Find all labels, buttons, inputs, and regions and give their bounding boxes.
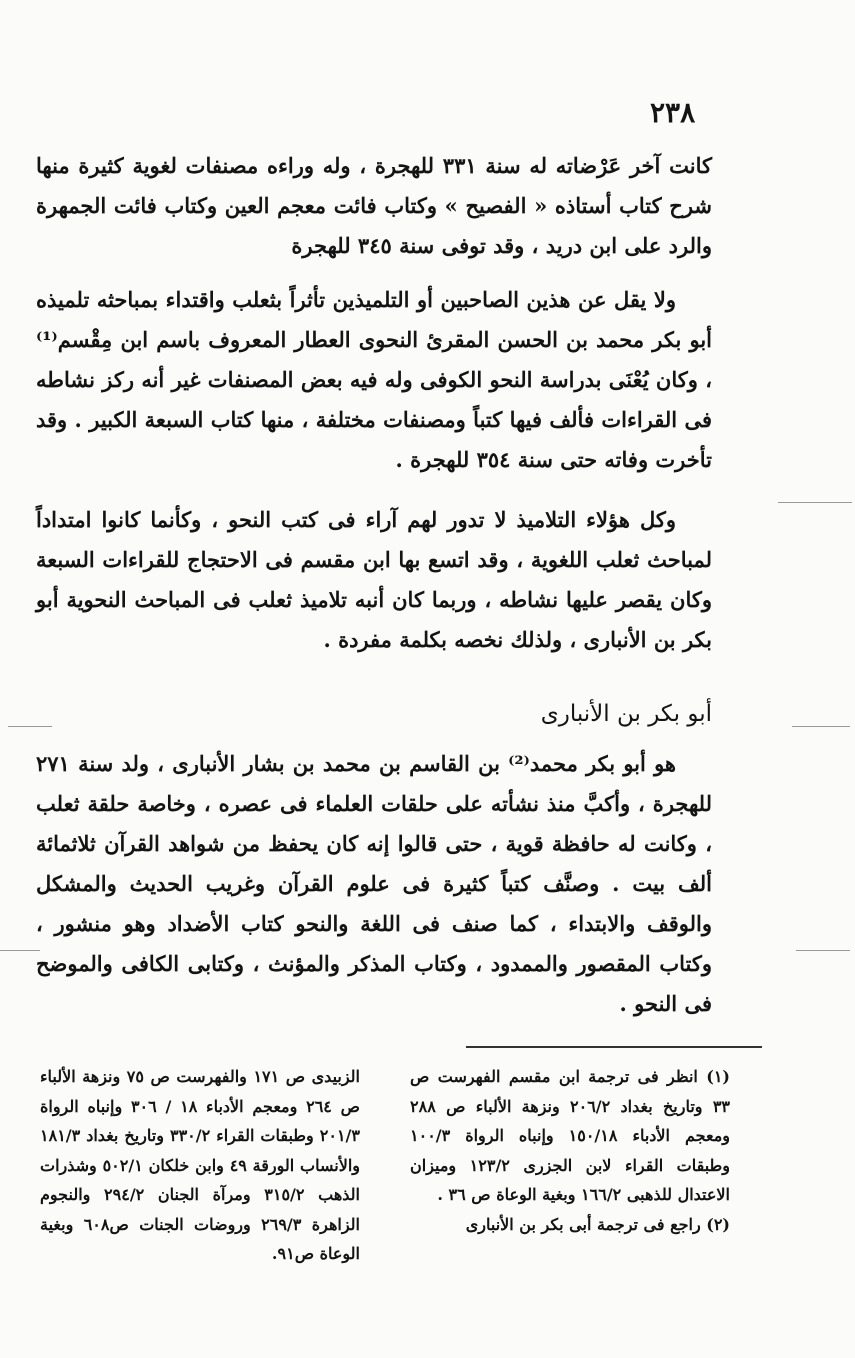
footnote-1: (١) انظر فى ترجمة ابن مقسم الفهرست ص ٣٣ وتاريخ بغداد ٢٠٦/٢ ونزهة الألباء ص ٢٨٨ ومعجم الأدباء ١٥٠/١٨ وإنباه الرواة ١٠٠/٣ وطبقات القراء لابن الجزرى ١٢٣/٢ وميزان الاعتدال للذهبى ١٦٦/٢ وبغية الوعاة ص ٣٦ .	[410, 1067, 730, 1204]
footnote-separator	[466, 1046, 762, 1048]
margin-mark	[0, 950, 40, 951]
paragraph-3: وكل هؤلاء التلاميذ لا تدور لهم آراء فى كتب النحو ، وكأنما كانوا امتداداً لمباحث ثعلب اللغوية ، وقد اتسع بها ابن مقسم فى الاحتجاج للقراءات السبعة وكان يقصر عليها نشاطه ، وربما كان أنبه تلاميذ ثعلب فى المباحث النحوية أبو بكر بن الأنبارى ، ولذلك نخصه بكلمة مفردة .	[36, 507, 712, 652]
margin-mark	[778, 502, 852, 503]
footnotes	[40, 1062, 730, 1302]
paragraph-4: هو أبو بكر محمد⁽²⁾ بن القاسم بن محمد بن بشار الأنبارى ، ولد سنة ٢٧١ للهجرة ، وأكبَّ منذ نشأته على حلقات العلماء فى عصره ، وخاصة حلقة ثعلب ، وكانت له حافظة قوية ، حتى قالوا إنه كان يحفظ من شواهد القرآن ثلاثمائة ألف بيت . وصنَّف كتباً كثيرة فى علوم القرآن وغريب الحديث والمشكل والوقف والابتداء ، كما صنف فى اللغة والنحو كتاب الأضداد وهو منشور ، وكتاب المقصور والممدود ، وكتاب المذكر والمؤنث ، وكتابى الكافى والموضح فى النحو .	[36, 751, 712, 1016]
footnotes-left-column	[40, 1062, 360, 1269]
main-text	[36, 140, 712, 1024]
margin-mark	[796, 950, 850, 951]
footnotes-right-column	[410, 1062, 730, 1239]
paragraph-2: ولا يقل عن هذين الصاحبين أو التلميذين تأثراً بثعلب واقتداء بمباحثه تلميذه أبو بكر محمد بن الحسن المقرئ النحوى العطار المعروف باسم ابن مِقْسم⁽¹⁾ ، وكان يُعْنَى بدراسة النحو الكوفى وله فيه بعض المصنفات غير أنه ركز نشاطه فى القراءات فألف فيها كتباً ومصنفات مختلفة ، منها كتاب السبعة الكبير . وقد تأخرت وفاته حتى سنة ٣٥٤ للهجرة .	[36, 287, 712, 472]
paragraph-1: كانت آخر عَرْضاته له سنة ٣٣١ للهجرة ، وله وراءه مصنفات لغوية كثيرة منها شرح كتاب أستاذه « الفصيح » وكتاب فائت معجم العين وكتاب فائت الجمهرة والرد على ابن دريد ، وقد توفى سنة ٣٤٥ للهجرة	[36, 153, 712, 258]
page-number: ٢٣٨	[650, 96, 696, 129]
footnote-2: (٢) راجع فى ترجمة أبى بكر بن الأنبارى	[465, 1214, 730, 1234]
margin-mark	[792, 726, 850, 727]
footnote-2-continued: الزبيدى ص ١٧١ والفهرست ص ٧٥ ونزهة الألباء ص ٢٦٤ ومعجم الأدباء ١٨ / ٣٠٦ وإنباه الرواة ٢٠١/٣ وطبقات القراء ٣٣٠/٢ وتاريخ بغداد ١٨١/٣ والأنساب الورقة ٤٩ وابن خلكان ٥٠٢/١ وشذرات الذهب ٣١٥/٢ ومرآة الجنان ٢٩٤/٢ والنجوم الزاهرة ٢٦٩/٣ وروضات الجنات ص٦٠٨ وبغية الوعاة ص٩١.	[40, 1067, 361, 1263]
section-heading: أبو بكر بن الأنبارى	[540, 701, 712, 727]
margin-mark	[8, 726, 52, 727]
